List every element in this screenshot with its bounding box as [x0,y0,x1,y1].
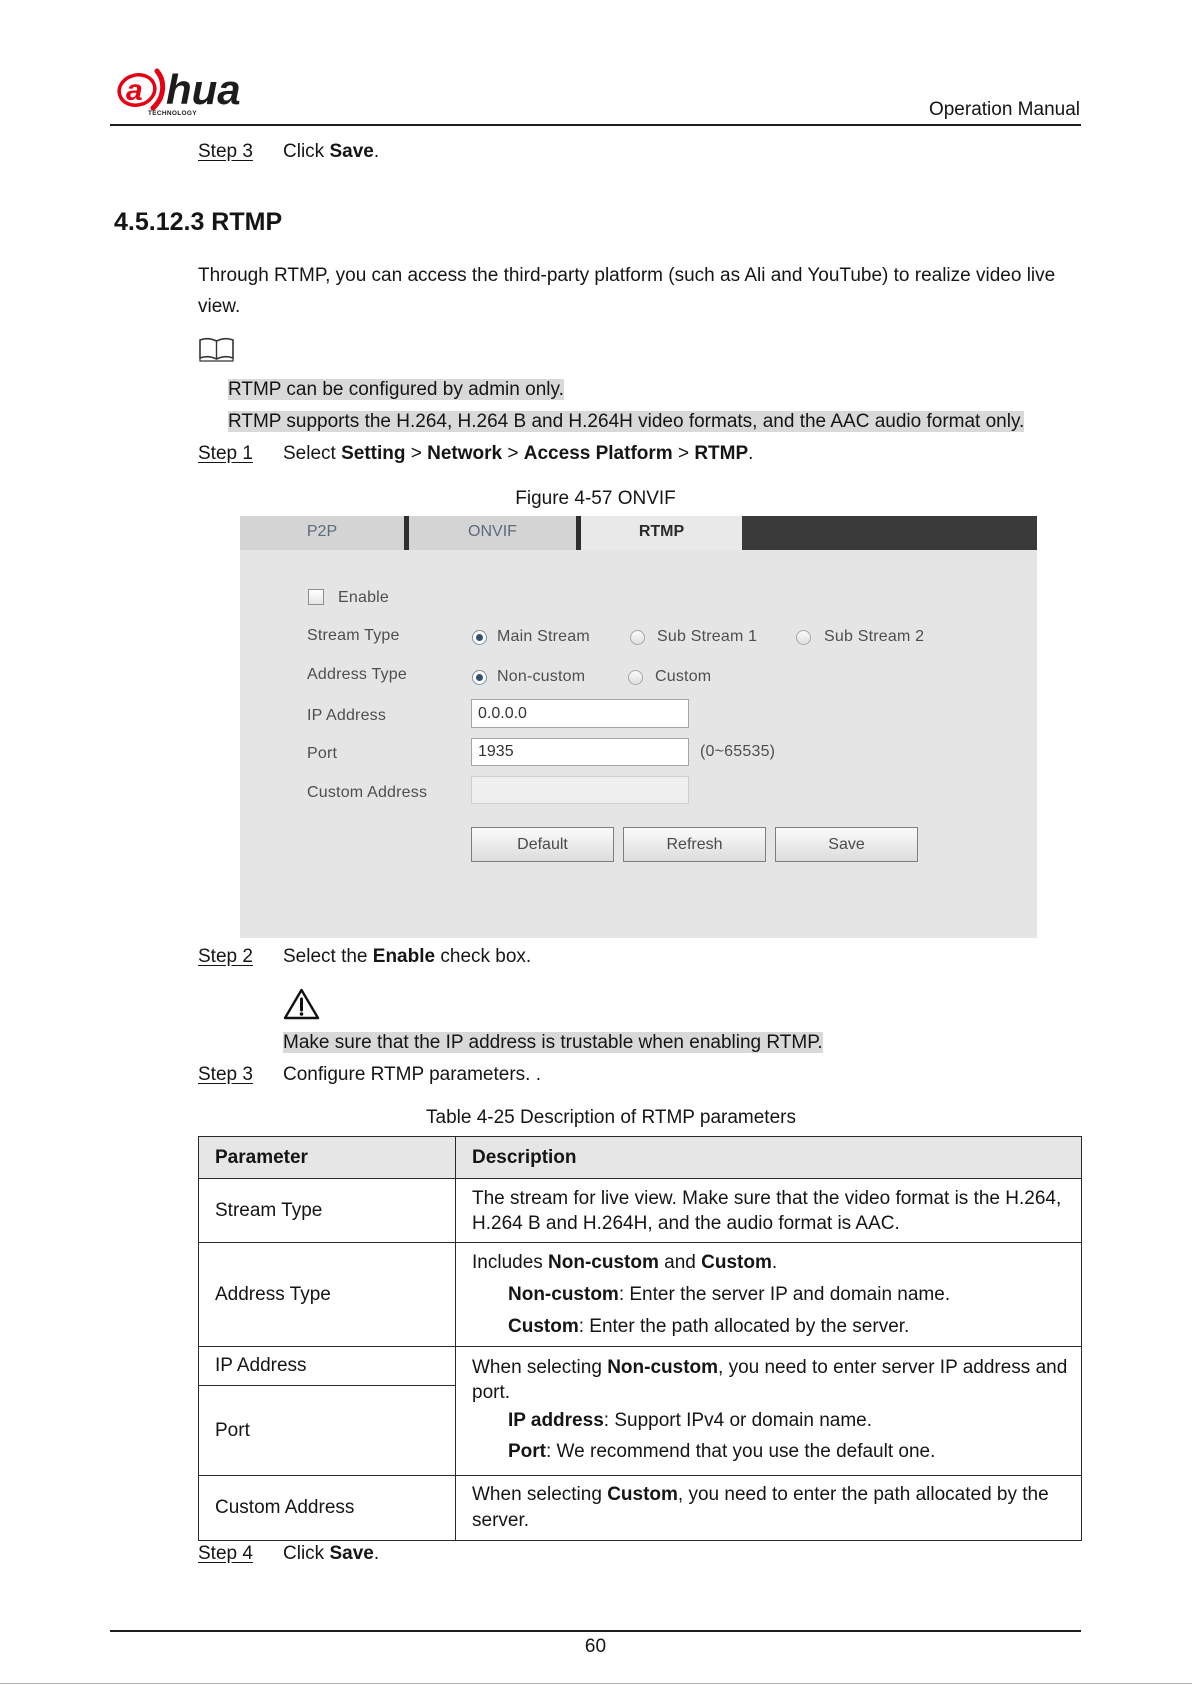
description-item [472,1436,1069,1467]
table-row [199,1179,1082,1243]
page-number: 60 [584,1636,607,1657]
radio-sub-stream-1[interactable] [630,630,645,645]
warning-text: Make sure that the IP address is trustable when enabling RTMP. [283,1032,823,1053]
step-text: > [405,443,428,464]
step-label: Step 3 [198,141,253,162]
description-item [472,1311,1069,1343]
step-save-previous [198,140,379,164]
description-cell [456,1243,1082,1347]
parameter-cell: Address Type [199,1243,456,1347]
page-edge-line [0,1683,1192,1684]
step-text: . [373,1543,380,1564]
note-text: RTMP can be configured by admin only. [228,379,564,400]
note-text: RTMP supports the H.264, H.264 B and H.264H video formats, and the AAC audio format only. [228,411,1025,432]
section-heading: 4.5.12.3 RTMP [114,208,283,236]
item-text: : Support IPv4 or domain name. [603,1410,873,1431]
step-4-save [198,1542,379,1566]
step-text-bold: Enable [372,946,436,967]
radio-label: Sub Stream 2 [824,628,925,645]
item-text: : We recommend that you use the default one. [546,1441,936,1462]
tab-onvif[interactable] [409,516,576,550]
description-text [472,1482,1069,1534]
enable-label: Enable [338,589,390,606]
table-header-row [199,1137,1082,1179]
note-line [228,409,1024,435]
stream-type-label: Stream Type [307,627,400,644]
tab-bar-fill [742,516,1037,550]
port-label: Port [307,745,338,762]
step-3-configure [198,1063,541,1087]
step-text-bold: Save [329,141,374,162]
item-term: Custom [508,1315,579,1337]
radio-label: Custom [655,668,712,685]
step-text: Select [283,443,342,464]
default-button[interactable]: Default [471,827,614,862]
step-text: > [672,443,695,464]
step-label: Step 1 [198,443,253,464]
step-text: Configure RTMP parameters. . [283,1064,542,1085]
table-row [199,1347,1082,1386]
menu-path-network: Network [427,443,503,464]
tab-p2p[interactable] [240,516,404,550]
description-item [472,1279,1069,1311]
parameter-cell: Stream Type [199,1179,456,1243]
enable-checkbox[interactable] [308,589,324,605]
ip-address-label: IP Address [307,707,387,724]
text-bold: Custom [607,1484,678,1505]
warning-icon [283,988,320,1020]
description-cell [456,1347,1082,1476]
text-bold: Custom [701,1251,772,1273]
custom-address-label: Custom Address [307,784,428,801]
step-label: Step 3 [198,1064,253,1085]
item-term: Non-custom [508,1283,619,1305]
parameter-cell: Custom Address [199,1476,456,1541]
note-line [228,377,564,403]
radio-non-custom[interactable] [472,670,487,685]
description-text [472,1247,1069,1279]
port-input[interactable] [471,738,689,766]
column-header-parameter: Parameter [199,1137,456,1179]
item-term: Port [508,1441,546,1462]
description-cell [456,1476,1082,1541]
radio-label: Main Stream [497,628,590,645]
menu-path-access-platform: Access Platform [523,443,673,464]
description-text [472,1355,1069,1405]
port-range-hint: (0~65535) [700,743,776,760]
step-1-navigate [198,442,753,466]
menu-path-setting: Setting [341,443,406,464]
step-text: check box. [435,946,532,967]
document-title: Operation Manual [928,99,1080,120]
parameter-cell: Port [199,1386,456,1476]
logo-wordmark: hua [166,68,241,113]
tab-rtmp[interactable] [581,516,742,550]
table-row [199,1243,1082,1347]
warning-line [283,1030,823,1056]
step-text: . [373,141,380,162]
menu-path-rtmp: RTMP [694,443,749,464]
radio-main-stream[interactable] [472,630,487,645]
ip-address-input[interactable] [471,699,689,728]
tab-label: RTMP [638,523,685,540]
step-label: Step 4 [198,1543,253,1564]
item-text: : Enter the server IP and domain name. [618,1283,951,1305]
dahua-logo [116,68,256,118]
step-text: Select the [283,946,373,967]
book-icon [198,336,235,362]
logo-mark: a [126,74,143,107]
item-text: : Enter the path allocated by the server. [578,1315,910,1337]
step-text-bold: Save [329,1543,374,1564]
text-part: , you need to enter server IP address and port. [472,1357,1068,1403]
save-button[interactable]: Save [775,827,918,862]
description-cell [456,1179,1082,1243]
column-header-description: Description [456,1137,1082,1179]
text-bold: Non-custom [607,1357,719,1378]
tab-label: P2P [306,523,338,540]
step-2-enable [198,945,531,969]
table-caption: Table 4-25 Description of RTMP parameters [426,1107,796,1128]
section-intro: Through RTMP, you can access the third-party platform (such as Ali and YouTube) to realize video live view. [198,265,1056,317]
step-text: Click [283,1543,330,1564]
logo-tagline: TECHNOLOGY [148,110,197,117]
text-part: When selecting [472,1357,608,1378]
refresh-button[interactable]: Refresh [623,827,766,862]
text-bold: Non-custom [548,1251,659,1273]
table-row [199,1476,1082,1541]
description-text: The stream for live view. Make sure that the video format is the H.264, H.264 B and H.264H, and the audio format is AAC. [472,1187,1062,1234]
figure-caption: Figure 4-57 ONVIF [515,488,676,509]
description-item [472,1405,1069,1436]
text-part: Includes [472,1251,549,1273]
radio-label: Non-custom [497,668,586,685]
step-text: . [748,443,754,464]
step-text: Click [283,141,330,162]
radio-sub-stream-2[interactable] [796,630,811,645]
item-term: IP address [508,1410,604,1431]
address-type-label: Address Type [307,666,407,683]
step-label: Step 2 [198,946,253,967]
rtmp-parameters-table [198,1136,1082,1541]
text-part: . [771,1251,778,1273]
text-part: , you need to enter the path allocated by the server. [472,1484,1049,1531]
rtmp-settings-screenshot [240,516,1037,938]
text-part: When selecting [472,1484,608,1505]
tab-label: ONVIF [468,523,517,540]
text-part: and [658,1251,702,1273]
radio-custom[interactable] [628,670,643,685]
radio-label: Sub Stream 1 [657,628,758,645]
footer-rule [110,1630,1081,1632]
custom-address-input[interactable] [471,776,689,804]
step-text: > [502,443,524,464]
parameter-cell: IP Address [199,1347,456,1386]
header-rule [110,124,1081,126]
